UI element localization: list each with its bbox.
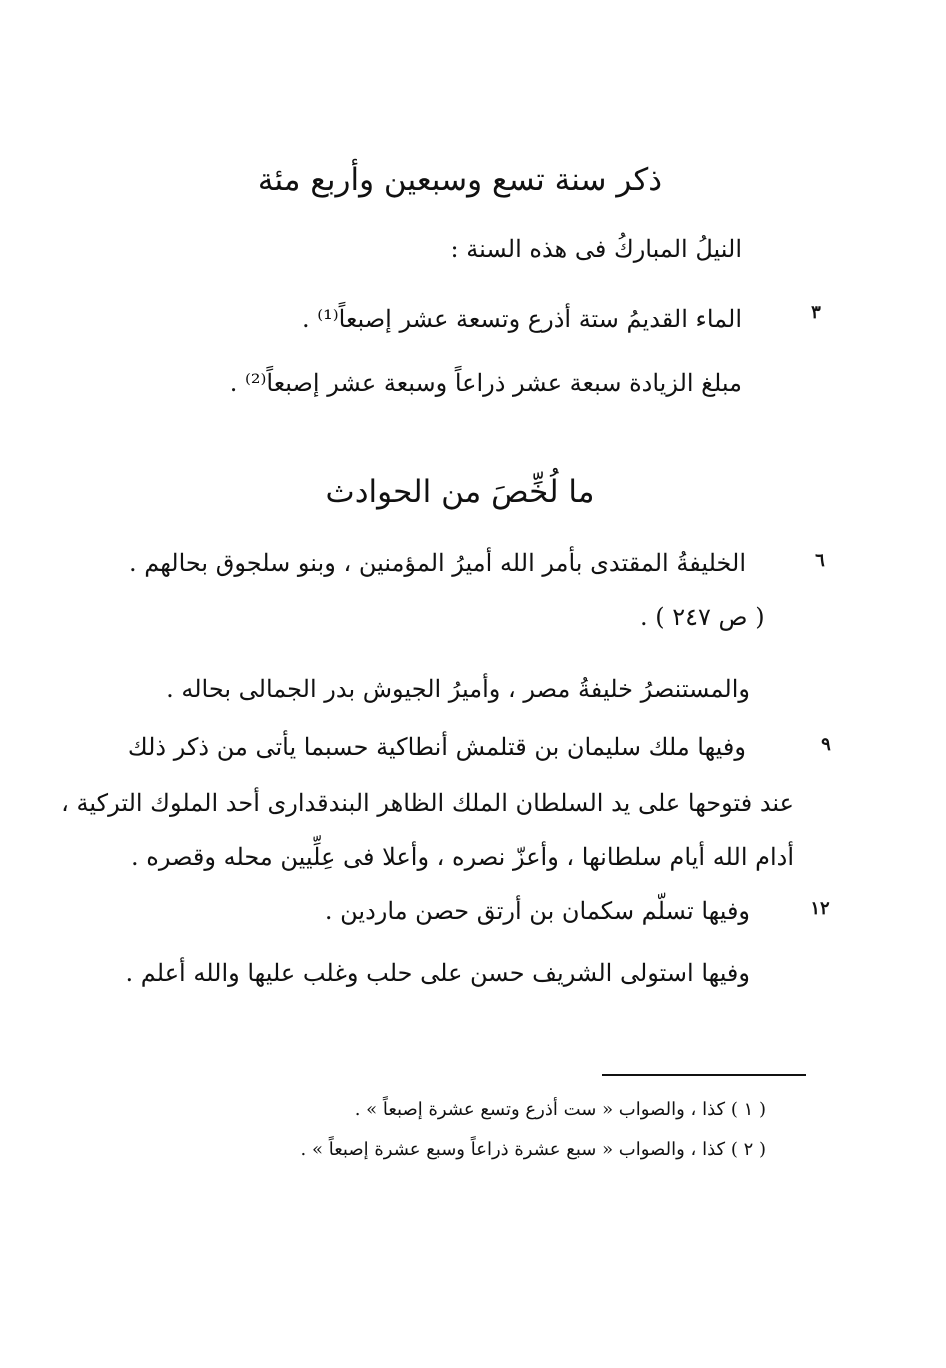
text-line-10: وفيها تسلّم سكمان بن أرتق حصن ماردين . xyxy=(324,897,750,925)
footnote-1: ( ١ ) كذا ، والصواب « ست أذرع وتسع عشرة إصبعاً » . xyxy=(354,1099,766,1120)
text-line-1: النيلُ المباركُ فى هذه السنة : xyxy=(450,235,742,263)
text-line-8: عند فتوحها على يد السلطان الملك الظاهر البندقدارى أحد الملوك التركية ، xyxy=(61,789,794,817)
line-number-12: ١٢ xyxy=(810,898,830,919)
line-number-3: ٣ xyxy=(811,302,821,323)
text-line-4: الخليفةُ المقتدى بأمر الله أميرُ المؤمنين ، وبنو سلجوق بحالهم . xyxy=(128,549,746,577)
text-line-11: وفيها استولى الشريف حسن على حلب وغلب عليها والله أعلم . xyxy=(125,959,750,987)
section2-heading: ما لُخِّصَ من الحوادث xyxy=(325,474,595,510)
text-line-3: مبلغ الزيادة سبعة عشر ذراعاً وسبعة عشر إصبعاً⁽²⁾ . xyxy=(229,369,742,397)
line-number-9: ٩ xyxy=(821,734,831,755)
text-line-2: الماء القديمُ ستة أذرع وتسعة عشر إصبعاً⁽¹⁾ . xyxy=(301,305,742,333)
line-number-6: ٦ xyxy=(815,550,825,571)
text-line-5: ( ص ٢٤٧ ) . xyxy=(640,603,765,631)
text-line-6: والمستنصرُ خليفةُ مصر ، وأميرُ الجيوش بدر الجمالى بحاله . xyxy=(166,675,750,703)
footnote-separator xyxy=(602,1074,806,1076)
text-line-9: أدام الله أيام سلطانها ، وأعزّ نصره ، وأعلا فى عِلِّيين محله وقصره . xyxy=(131,843,794,871)
section1-heading: ذكر سنة تسع وسبعين وأربع مئة xyxy=(257,162,663,198)
text-line-7: وفيها ملك سليمان بن قتلمش أنطاكية حسبما يأتى من ذكر ذلك xyxy=(127,733,746,761)
footnote-2: ( ٢ ) كذا ، والصواب « سبع عشرة ذراعاً وسبع عشرة إصبعاً » . xyxy=(300,1139,766,1160)
